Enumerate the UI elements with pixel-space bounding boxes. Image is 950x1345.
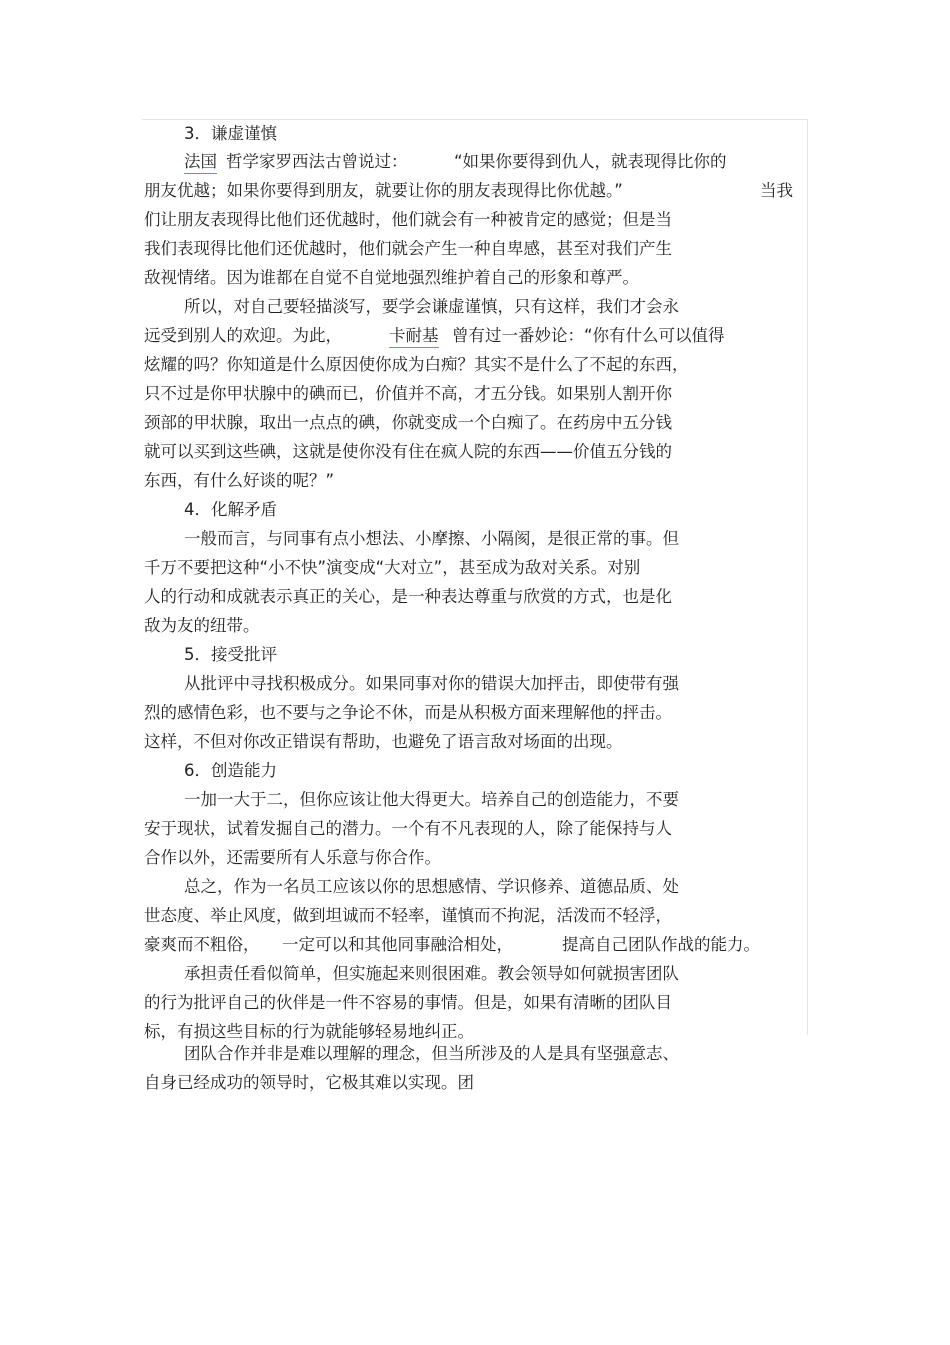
text-line: 这样，不但对你改正错误有帮助，也避免了语言敌对场面的出现。 [144,732,623,751]
text-line: 一加一大于二，但你应该让他大得更大。培养自己的创造能力，不要 [184,790,679,809]
text-line: 世态度、举止风度，做到坦诚而不轻率，谨慎而不拘泥，活泼而不轻浮， [144,906,672,925]
text-line: 的行为批评自己的伙伴是一件不容易的事情。但是，如果有清晰的团队目 [144,993,672,1012]
text-line: 我们表现得比他们还优越时，他们就会产生一种自卑感，甚至对我们产生 [144,239,672,258]
text-line: 远受到别人的欢迎。为此， [144,326,342,345]
section-6-heading: 6．创造能力 [184,761,277,780]
section-5-heading: 5．接受批评 [184,645,277,664]
text-line: 承担责任看似简单，但实施起来则很困难。教会领导如何就损害团队 [184,964,679,983]
text-line: 朋友优越；如果你要得到朋友，就要让你的朋友表现得比你优越。” [144,181,623,200]
text-line: 们让朋友表现得比他们还优越时，他们就会有一种被肯定的感觉；但是当 [144,210,672,229]
text-line: 敌为友的纽带。 [144,616,260,635]
text-line: 只不过是你甲状腺中的碘而已，价值并不高，才五分钱。如果别人割开你 [144,384,672,403]
text-line: 曾有过一番妙论：“你有什么可以值得 [452,326,725,345]
text-line: 自身已经成功的领导时，它极其难以实现。团 [144,1073,474,1092]
text-line: 敌视情绪。因为谁都在自觉不自觉地强烈维护着自己的形象和尊严。 [144,268,639,287]
link-carnegie[interactable]: 卡耐基 [389,326,439,348]
text-line: 千万不要把这种“小不快”演变成“大对立”，甚至成为敌对关系。对别 [144,558,641,577]
text-line: 安于现状，试着发掘自己的潜力。一个有不凡表现的人，除了能保持与人 [144,819,672,838]
text-line: “如果你要得到仇人，就表现得比你的 [454,152,727,171]
text-line: 当我 [760,181,793,200]
link-france[interactable]: 法国 [184,152,217,174]
section-4-heading: 4．化解矛盾 [184,500,277,519]
text-line: 总之，作为一名员工应该以你的思想感情、学识修养、道德品质、处 [184,877,679,896]
text-line: 所以，对自己要轻描淡写，要学会谦虚谨慎，只有这样，我们才会永 [184,297,679,316]
text-line: 一定可以和其他同事融洽相处， [282,935,513,954]
text-line: 团队合作并非是难以理解的理念，但当所涉及的人是具有坚强意志、 [184,1044,679,1063]
text-line: 烈的感情色彩，也不要与之争论不休，而是从积极方面来理解他的抨击。 [144,703,672,722]
text-line: 合作以外，还需要所有人乐意与你合作。 [144,848,441,867]
text-line: 哲学家罗西法古曾说过： [226,152,408,171]
text-line: 标，有损这些目标的行为就能够轻易地纠正。 [144,1022,474,1041]
text-line: 颈部的甲状腺，取出一点点的碘，你就变成一个白痴了。在药房中五分钱 [144,413,672,432]
text-line: 炫耀的吗？你知道是什么原因使你成为白痴？其实不是什么了不起的东西， [144,355,689,374]
text-line: 就可以买到这些碘，这就是使你没有住在疯人院的东西——价值五分钱的 [144,442,672,461]
text-line: 豪爽而不粗俗， [144,935,260,954]
text-line: 东西，有什么好谈的呢？” [144,471,335,490]
text-line: 从批评中寻找积极成分。如果同事对你的错误大加抨击，即使带有强 [184,674,679,693]
section-3-heading: 3．谦虚谨慎 [184,124,277,143]
text-line: 一般而言，与同事有点小想法、小摩擦、小隔阂，是很正常的事。但 [184,529,679,548]
text-line: 人的行动和成就表示真正的关心，是一种表达尊重与欣赏的方式，也是化 [144,587,672,606]
text-line: 提高自己团队作战的能力。 [562,935,760,954]
